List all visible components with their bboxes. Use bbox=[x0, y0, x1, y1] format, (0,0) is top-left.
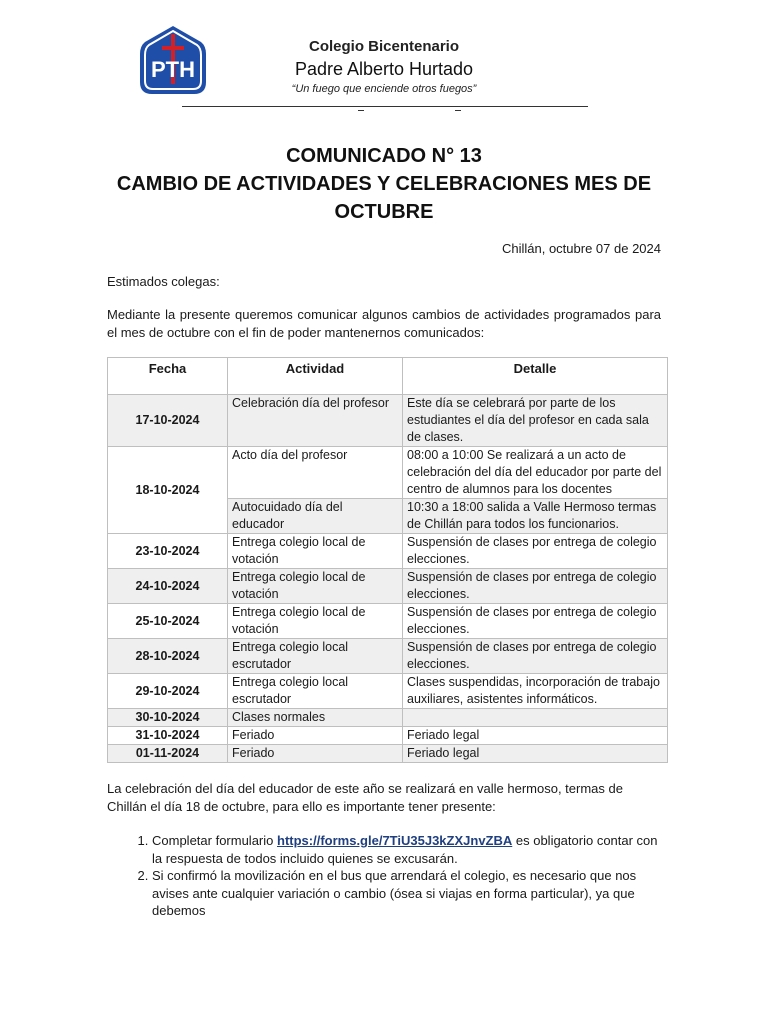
table-row bbox=[108, 395, 668, 447]
cell-fecha: 18-10-2024 bbox=[108, 447, 228, 534]
document-title bbox=[0, 142, 768, 226]
school-header bbox=[180, 38, 588, 96]
cell-detalle: Feriado legal bbox=[403, 745, 668, 763]
list-item bbox=[152, 832, 663, 867]
school-motto: “Un fuego que enciende otros fuegos” bbox=[291, 83, 477, 95]
school-subname: Padre Alberto Hurtado bbox=[294, 59, 474, 79]
list-item bbox=[152, 867, 663, 920]
table-row bbox=[108, 727, 668, 745]
table-row bbox=[108, 534, 668, 569]
cell-fecha: 17-10-2024 bbox=[108, 395, 228, 447]
cell-fecha: 29-10-2024 bbox=[108, 674, 228, 709]
table-row bbox=[108, 447, 668, 499]
column-header-fecha: Fecha bbox=[108, 358, 228, 395]
cell-fecha: 25-10-2024 bbox=[108, 604, 228, 639]
table-header-row bbox=[108, 358, 668, 395]
cell-detalle: Clases suspendidas, incorporación de trabajo auxiliares, asistentes informáticos. bbox=[403, 674, 668, 709]
cell-actividad: Feriado bbox=[228, 727, 403, 745]
cell-actividad: Autocuidado día del educador bbox=[228, 499, 403, 534]
cell-detalle: Suspensión de clases por entrega de colegio elecciones. bbox=[403, 604, 668, 639]
activities-table bbox=[107, 357, 668, 763]
table-row bbox=[108, 709, 668, 727]
form-link[interactable]: https://forms.gle/7TiU35J3kZXJnvZBA bbox=[277, 833, 513, 848]
list-item-text: es obligatorio contar con la respuesta de todos incluido quienes se excusarán. bbox=[152, 833, 658, 866]
header-divider-tick bbox=[455, 110, 461, 111]
cell-detalle: Suspensión de clases por entrega de colegio elecciones. bbox=[403, 639, 668, 674]
school-name: Colegio Bicentenario bbox=[308, 38, 460, 55]
header-divider bbox=[182, 106, 588, 107]
greeting: Estimados colegas: bbox=[107, 274, 220, 289]
intro-paragraph: Mediante la presente queremos comunicar algunos cambios de actividades programados para el mes de octubre con el fin de poder mantenernos comunicados: bbox=[107, 307, 661, 340]
post-table-paragraph: La celebración del día del educador de este año se realizará en valle hermoso, termas de Chillán el día 18 de octubre, para ello es importante tener presente: bbox=[107, 781, 623, 814]
cell-fecha: 28-10-2024 bbox=[108, 639, 228, 674]
instructions-list bbox=[107, 832, 663, 920]
header-divider-tick bbox=[358, 110, 364, 111]
title-line-3: OCTUBRE bbox=[334, 201, 434, 223]
table-row bbox=[108, 639, 668, 674]
table-row bbox=[108, 569, 668, 604]
cell-actividad: Feriado bbox=[228, 745, 403, 763]
cell-fecha: 23-10-2024 bbox=[108, 534, 228, 569]
title-line-2: CAMBIO DE ACTIVIDADES Y CELEBRACIONES MES DE bbox=[116, 173, 652, 195]
table-row bbox=[108, 745, 668, 763]
cell-actividad: Clases normales bbox=[228, 709, 403, 727]
list-item-text: Completar formulario bbox=[152, 833, 277, 848]
table-row bbox=[108, 674, 668, 709]
cell-fecha: 31-10-2024 bbox=[108, 727, 228, 745]
cell-detalle: Este día se celebrará por parte de los estudiantes el día del profesor en cada sala de clases. bbox=[403, 395, 668, 447]
column-header-detalle: Detalle bbox=[403, 358, 668, 395]
title-line-1: COMUNICADO N° 13 bbox=[286, 145, 482, 167]
cell-actividad: Acto día del profesor bbox=[228, 447, 403, 499]
cell-detalle: Suspensión de clases por entrega de colegio elecciones. bbox=[403, 534, 668, 569]
cell-actividad: Entrega colegio local de votación bbox=[228, 569, 403, 604]
cell-fecha: 24-10-2024 bbox=[108, 569, 228, 604]
cell-detalle bbox=[403, 709, 668, 727]
cell-actividad: Entrega colegio local de votación bbox=[228, 604, 403, 639]
cell-fecha: 01-11-2024 bbox=[108, 745, 228, 763]
column-header-actividad: Actividad bbox=[228, 358, 403, 395]
cell-actividad: Entrega colegio local escrutador bbox=[228, 674, 403, 709]
cell-detalle: Suspensión de clases por entrega de colegio elecciones. bbox=[403, 569, 668, 604]
cell-actividad: Entrega colegio local de votación bbox=[228, 534, 403, 569]
list-item-text: Si confirmó la movilización en el bus que arrendará el colegio, es necesario que nos avises ante cualquier variación o cambio (ósea si viajas en forma particular), ya que debemos bbox=[152, 868, 637, 918]
cell-actividad: Entrega colegio local escrutador bbox=[228, 639, 403, 674]
logo-text: PTH bbox=[151, 57, 195, 82]
cell-detalle: 10:30 a 18:00 salida a Valle Hermoso termas de Chillán para todos los funcionarios. bbox=[403, 499, 668, 534]
cell-detalle: 08:00 a 10:00 Se realizará a un acto de celebración del día del educador por parte del centro de alumnos para los docentes bbox=[403, 447, 668, 499]
table-row bbox=[108, 604, 668, 639]
cell-fecha: 30-10-2024 bbox=[108, 709, 228, 727]
document-date: Chillán, octubre 07 de 2024 bbox=[501, 241, 661, 256]
cell-actividad: Celebración día del profesor bbox=[228, 395, 403, 447]
cell-detalle: Feriado legal bbox=[403, 727, 668, 745]
